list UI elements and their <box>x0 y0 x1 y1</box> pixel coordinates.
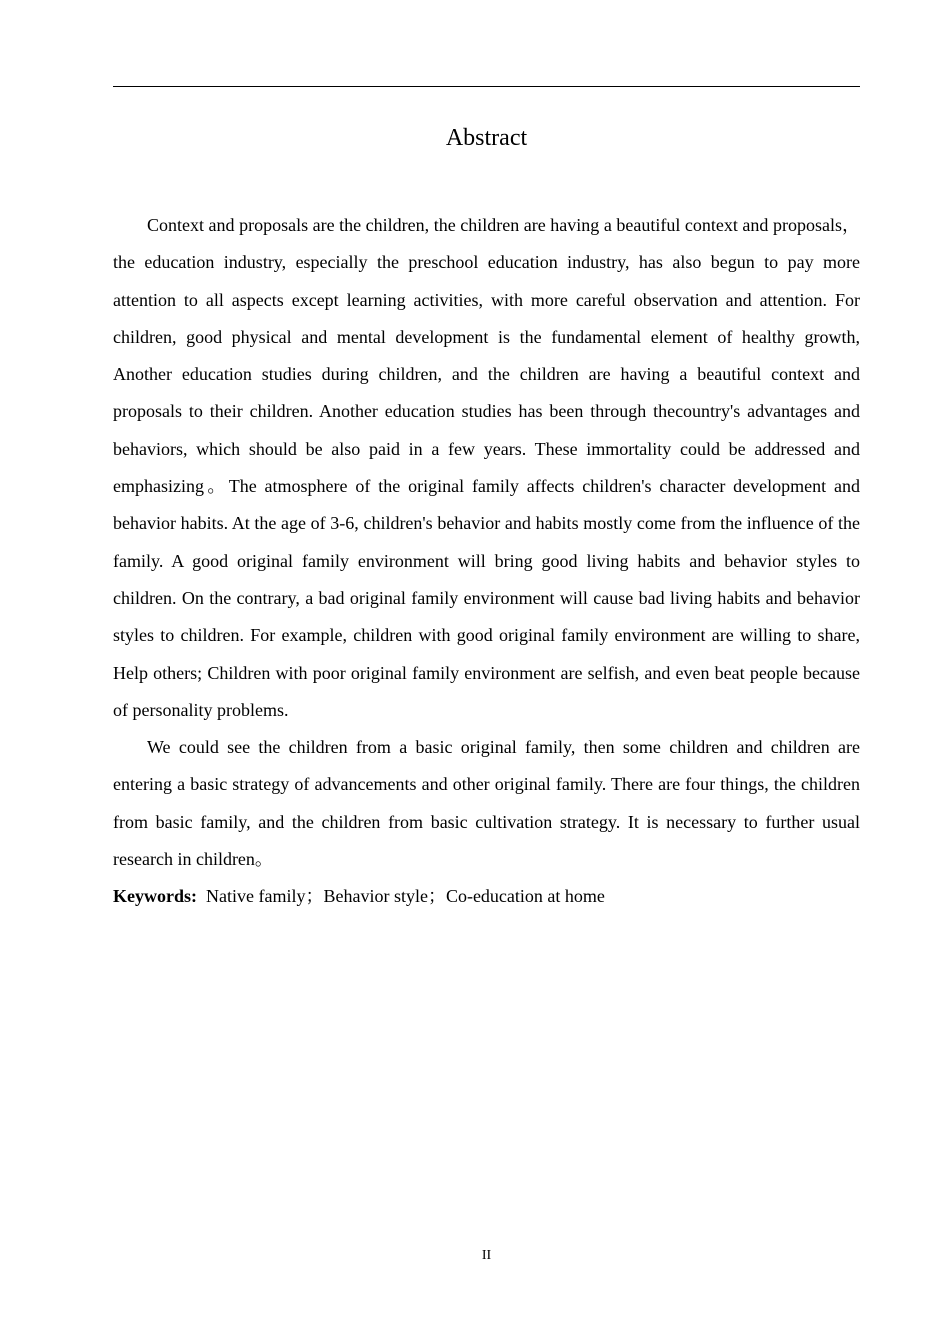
abstract-paragraph-1: Context and proposals are the children, the children are having a beautiful context and proposals， the education industry, especially the preschool education industry, has also begun to pay more attention to all aspects except learning activities, with more careful observation and attention. For children, good physical and mental development is the fundamental element of healthy growth, Another education studies during children, and the children are having a beautiful context and proposals to their children. Another education studies has been through thecountry's advantages and behaviors, which should be also paid in a few years. These immortality could be addressed and emphasizing。The atmosphere of the original family affects children's character development and behavior habits. At the age of 3-6, children's behavior and habits mostly come from the influence of the family. A good original family environment will bring good living habits and behavior styles to children. On the contrary, a bad original family environment will cause bad living habits and behavior styles to children. For example, children with good original family environment are willing to share, Help others; Children with poor original family environment are selfish, and even beat people because of personality problems. <box>113 215 860 720</box>
page-number: II <box>481 1248 492 1263</box>
page-title: Abstract <box>445 125 528 151</box>
keywords-text: Native family；Behavior style；Co-education at home <box>206 886 605 907</box>
keywords-label: Keywords: <box>113 886 197 907</box>
header-rule <box>113 86 860 87</box>
abstract-body <box>113 207 860 914</box>
abstract-paragraph-2: We could see the children from a basic original family, then some children and children are entering a basic strategy of advancements and other original family. There are four things, the children from basic family, and the children from basic cultivation strategy. It is necessary to further usual research in children。 <box>113 737 860 870</box>
keywords-line <box>113 878 860 914</box>
